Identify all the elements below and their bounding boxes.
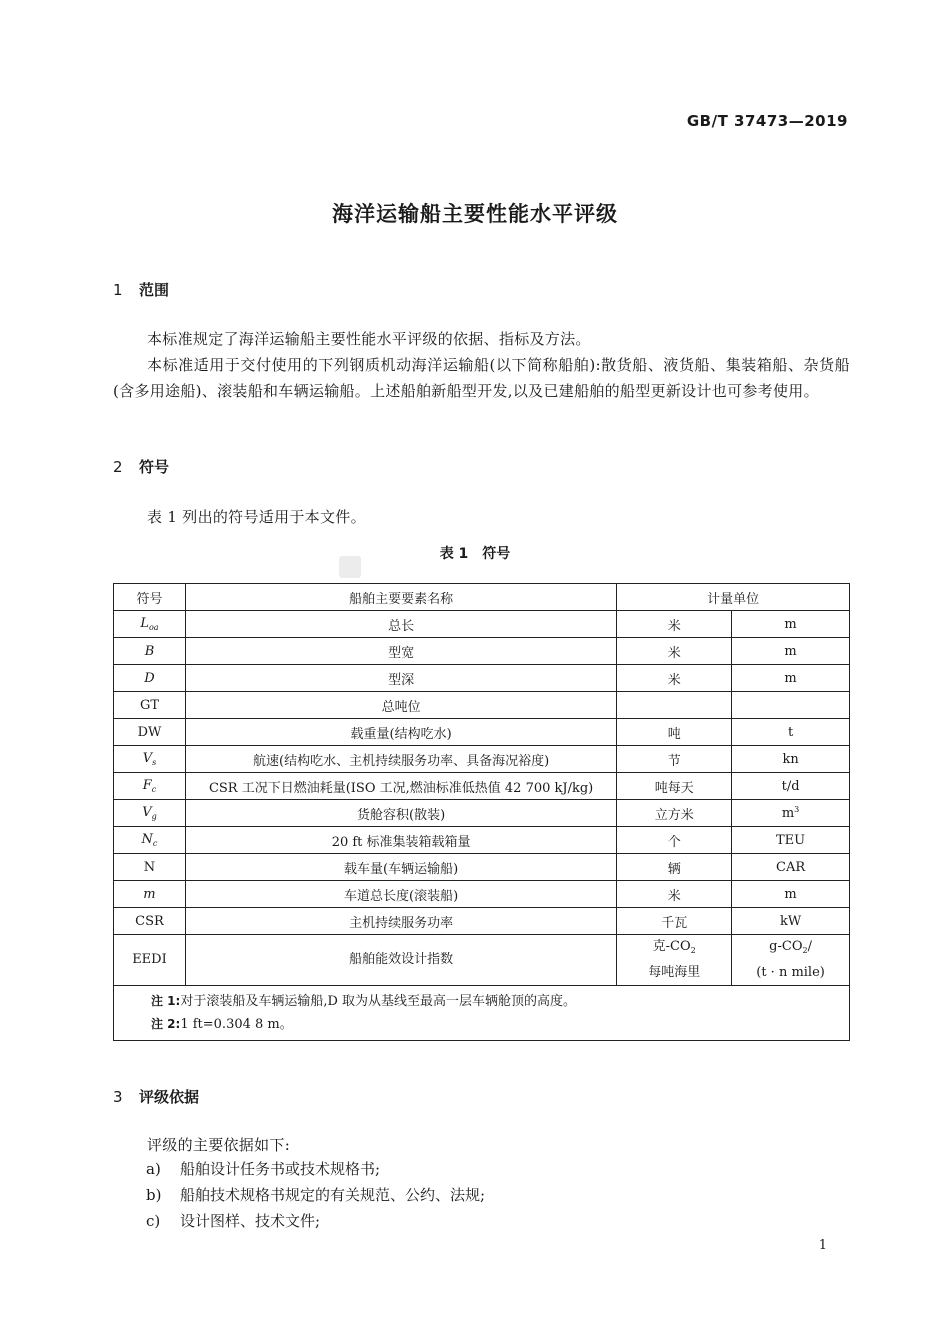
table-row — [114, 665, 850, 692]
section-3-heading — [113, 1086, 199, 1107]
name-cell: 船舶能效设计指数 — [185, 935, 616, 986]
header-name: 船舶主要要素名称 — [185, 584, 616, 611]
name-cell: 航速(结构吃水、主机持续服务功率、具备海况裕度) — [185, 746, 616, 773]
unit-cn-cell: 个 — [617, 827, 732, 854]
unit-cell: kW — [732, 908, 850, 935]
table-row — [114, 800, 850, 827]
table-row — [114, 719, 850, 746]
section-3-intro: 评级的主要依据如下: — [147, 1136, 291, 1154]
symbol-cell: $F_c$ — [114, 773, 186, 800]
name-cell: 20 ft 标准集装箱载箱量 — [185, 827, 616, 854]
table-row — [114, 881, 850, 908]
unit-cn-cell: 节 — [617, 746, 732, 773]
unit-cn-cell: 吨 — [617, 719, 732, 746]
header-symbol: 符号 — [114, 584, 186, 611]
symbol-cell: CSR — [114, 908, 186, 935]
name-cell: 总长 — [185, 611, 616, 638]
unit-cell: $m^3$ — [732, 800, 850, 827]
standard-number: GB/T 37473—2019 — [686, 112, 848, 130]
table-row — [114, 773, 850, 800]
table-header-row — [114, 584, 850, 611]
unit-cn-cell: 米 — [617, 665, 732, 692]
section-2-heading — [113, 456, 169, 477]
name-cell: 型宽 — [185, 638, 616, 665]
unit-cell: TEU — [732, 827, 850, 854]
unit-cell: t/d — [732, 773, 850, 800]
section-number: 3 — [113, 1088, 123, 1106]
table-row — [114, 746, 850, 773]
section-title: 评级依据 — [139, 1088, 200, 1106]
section-number: 1 — [113, 281, 123, 299]
unit-cell — [732, 692, 850, 719]
unit-cell: m — [732, 881, 850, 908]
symbol-cell: N — [114, 854, 186, 881]
list-item: a) 船舶设计任务书或技术规格书; — [146, 1160, 381, 1178]
list-item: b) 船舶技术规格书规定的有关规范、公约、法规; — [146, 1186, 486, 1204]
table-caption: 表 1 符号 — [439, 546, 511, 562]
section-1-heading — [113, 279, 169, 300]
unit-cell: $g-CO_2/$ (t · n mile) — [732, 935, 850, 986]
section-1-paragraph-2: 本标准适用于交付使用的下列钢质机动海洋运输船(以下简称船舶):散货船、液货船、集装箱船、杂货船(含多用途船)、滚装船和车辆运输船。上述船舶新船型开发,以及已建船舶的船型更新设计也可参考使用。 — [113, 356, 850, 400]
unit-cell: m — [732, 638, 850, 665]
table-row — [114, 692, 850, 719]
unit-cn-cell: 千瓦 — [617, 908, 732, 935]
table-notes — [114, 986, 850, 1041]
scan-mark — [339, 556, 361, 578]
table-row — [114, 638, 850, 665]
name-cell: 主机持续服务功率 — [185, 908, 616, 935]
symbol-cell: B — [114, 638, 186, 665]
note-2: 注 2:1 ft=0.304 8 m。 — [151, 1017, 293, 1032]
unit-cn-cell: 克$-CO_2$ 每吨海里 — [617, 935, 732, 986]
header-unit: 计量单位 — [617, 584, 850, 611]
unit-cn-cell: 吨每天 — [617, 773, 732, 800]
name-cell: 车道总长度(滚装船) — [185, 881, 616, 908]
section-2-paragraph: 表 1 列出的符号适用于本文件。 — [147, 508, 366, 526]
symbol-table — [113, 583, 850, 1041]
name-cell: CSR 工况下日燃油耗量(ISO 工况,燃油标准低热值 42 700 kJ/kg) — [185, 773, 616, 800]
unit-cell: CAR — [732, 854, 850, 881]
unit-cn-cell: 辆 — [617, 854, 732, 881]
table-notes-row — [114, 986, 850, 1041]
section-title: 范围 — [139, 281, 170, 299]
name-cell: 货舱容积(散装) — [185, 800, 616, 827]
unit-cell: m — [732, 665, 850, 692]
name-cell: 载车量(车辆运输船) — [185, 854, 616, 881]
name-cell: 载重量(结构吃水) — [185, 719, 616, 746]
symbol-cell: EEDI — [114, 935, 186, 986]
symbol-cell: $N_c$ — [114, 827, 186, 854]
symbol-cell: $V_s$ — [114, 746, 186, 773]
symbol-cell: DW — [114, 719, 186, 746]
section-1-paragraph-1: 本标准规定了海洋运输船主要性能水平评级的依据、指标及方法。 — [147, 330, 591, 348]
symbol-cell: $L_{oa}$ — [114, 611, 186, 638]
table-row — [114, 908, 850, 935]
name-cell: 总吨位 — [185, 692, 616, 719]
unit-cn-cell: 米 — [617, 638, 732, 665]
list-item: c) 设计图样、技术文件; — [146, 1212, 321, 1230]
symbol-cell: m — [114, 881, 186, 908]
unit-cell: t — [732, 719, 850, 746]
unit-cell: m — [732, 611, 850, 638]
table-row — [114, 611, 850, 638]
page-number: 1 — [818, 1238, 827, 1253]
note-1: 注 1:对于滚装船及车辆运输船,D 取为从基线至最高一层车辆舱顶的高度。 — [151, 994, 577, 1009]
unit-cn-cell: 立方米 — [617, 800, 732, 827]
unit-cn-cell: 米 — [617, 881, 732, 908]
name-cell: 型深 — [185, 665, 616, 692]
section-number: 2 — [113, 458, 123, 476]
symbol-cell: D — [114, 665, 186, 692]
document-title: 海洋运输船主要性能水平评级 — [332, 202, 618, 226]
unit-cn-cell — [617, 692, 732, 719]
section-title: 符号 — [139, 458, 170, 476]
unit-cn-cell: 米 — [617, 611, 732, 638]
symbol-cell: GT — [114, 692, 186, 719]
unit-cell: kn — [732, 746, 850, 773]
table-row — [114, 827, 850, 854]
table-row — [114, 935, 850, 986]
symbol-cell: $V_g$ — [114, 800, 186, 827]
table-row — [114, 854, 850, 881]
